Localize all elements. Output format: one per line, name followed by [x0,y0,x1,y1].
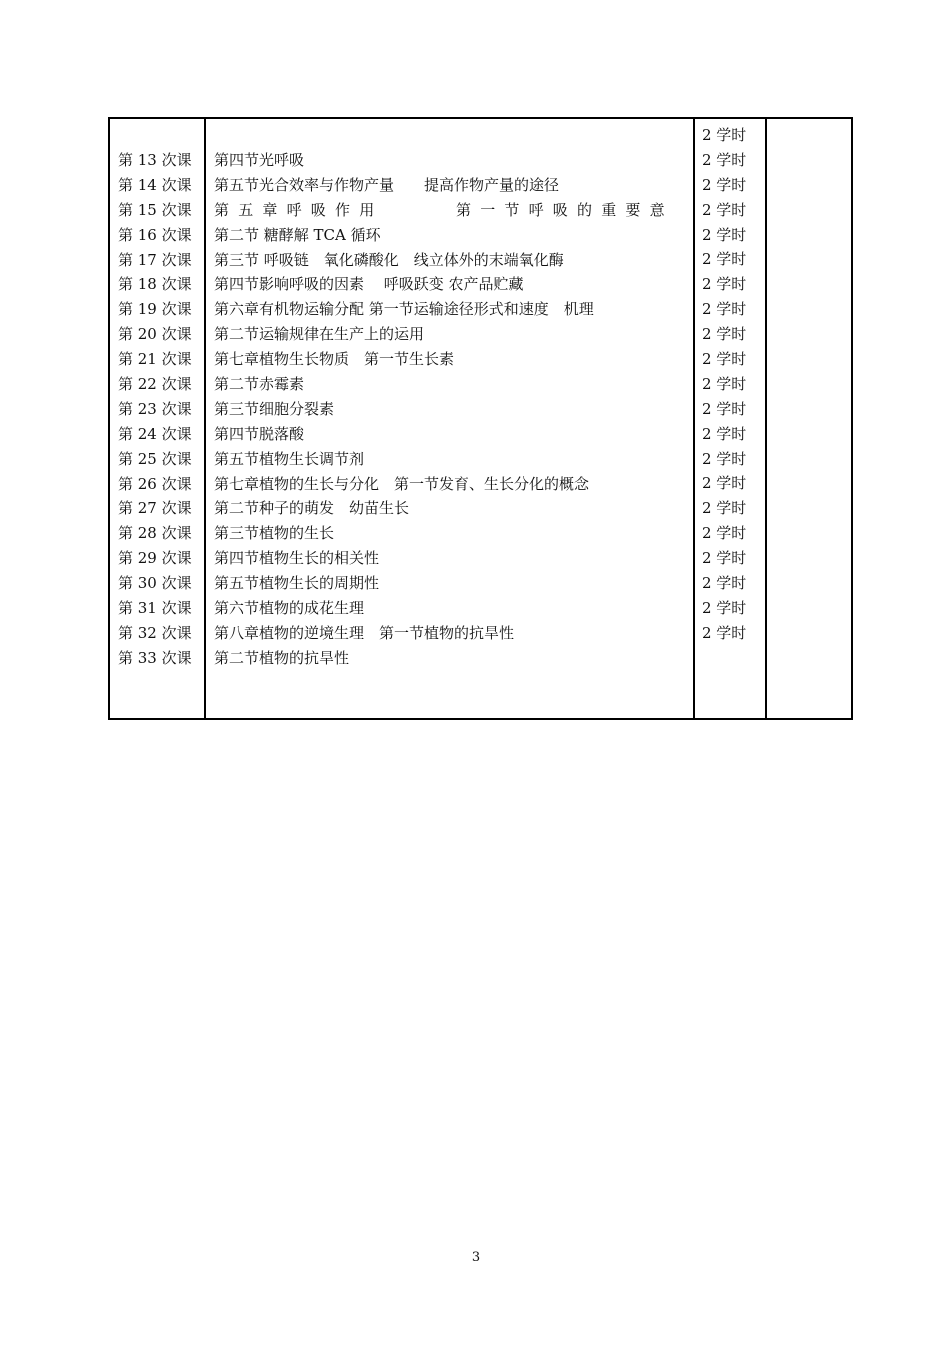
hours-cell: 2 学时 [702,300,747,319]
hours-cell: 2 学时 [702,126,747,144]
lesson-cell: 第 27 次课 [118,499,192,518]
content-cell: 第八章植物的逆境生理 第一节植物的抗旱性 [214,623,515,642]
content-cell: 第七章植物生长物质 第一节生长素 [214,350,455,369]
content-column [214,148,674,671]
hours-cell: 2 学时 [702,175,747,194]
lesson-cell: 第 23 次课 [118,399,192,418]
content-cell: 第二节赤霉素 [214,375,305,394]
lesson-cell: 第 29 次课 [118,549,192,568]
lesson-cell: 第 18 次课 [118,275,192,294]
hours-cell: 2 学时 [702,449,747,468]
hours-cell: 2 学时 [702,623,747,642]
content-cell: 第五节光合效率与作物产量 提高作物产量的途径 [214,175,560,194]
hours-cell: 2 学时 [702,325,747,344]
lesson-cell: 第 16 次课 [118,225,192,244]
hours-cell: 2 学时 [702,424,747,443]
hours-cell: 2 学时 [702,598,747,617]
lesson-cell: 第 19 次课 [118,300,192,319]
hours-cell: 2 学时 [702,524,747,543]
lesson-cell: 第 21 次课 [118,350,192,369]
hours-cell: 2 学时 [702,549,747,568]
lesson-cell: 第 28 次课 [118,524,192,543]
content-cell: 第五章呼吸作用 第一节呼吸的重要意 [214,200,674,219]
content-cell: 第四节光呼吸 [214,151,305,169]
content-cell: 第三节细胞分裂素 [214,399,335,418]
content-cell: 第二节植物的抗旱性 [214,648,350,667]
hours-cell: 2 学时 [702,200,747,219]
lesson-cell: 第 31 次课 [118,599,192,618]
hours-column [702,123,746,646]
lesson-cell: 第 13 次课 [118,151,192,169]
content-cell: 第三节植物的生长 [214,524,335,543]
lesson-cell: 第 22 次课 [118,375,192,394]
lesson-cell: 第 26 次课 [118,474,192,493]
lesson-cell: 第 32 次课 [118,623,192,642]
content-cell: 第六章有机物运输分配 第一节运输途径形式和速度 机理 [214,300,594,319]
hours-cell: 2 学时 [702,474,747,493]
content-cell: 第二节 糖酵解 TCA 循环 [214,225,381,244]
content-cell: 第二节运输规律在生产上的运用 [214,325,425,344]
column-divider-2 [693,119,695,718]
lesson-cell: 第 30 次课 [118,574,192,593]
lesson-cell: 第 25 次课 [118,449,192,468]
page-number: 3 [471,1250,481,1265]
content-cell: 第三节 呼吸链 氧化磷酸化 线立体外的末端氧化酶 [214,250,564,269]
hours-cell: 2 学时 [702,150,747,169]
hours-cell: 2 学时 [702,225,747,244]
hours-cell: 2 学时 [702,250,747,269]
content-cell: 第七章植物的生长与分化 第一节发育、生长分化的概念 [214,474,590,493]
hours-cell: 2 学时 [702,374,747,393]
hours-cell: 2 学时 [702,350,747,369]
content-cell: 第五节植物生长的周期性 [214,574,380,593]
hours-cell: 2 学时 [702,574,747,593]
lesson-cell: 第 20 次课 [118,325,192,344]
notes-column [766,119,853,718]
content-cell: 第二节种子的萌发 幼苗生长 [214,499,410,518]
lesson-cell: 第 24 次课 [118,424,192,443]
lesson-column [118,148,192,671]
hours-cell: 2 学时 [702,275,747,294]
content-cell: 第四节脱落酸 [214,424,305,443]
lesson-cell: 第 15 次课 [118,200,192,219]
schedule-table [108,117,853,720]
lesson-cell: 第 17 次课 [118,250,192,269]
lesson-cell: 第 33 次课 [118,648,192,667]
content-cell: 第四节影响呼吸的因素 呼吸跃变 农产品贮藏 [214,275,524,294]
hours-cell: 2 学时 [702,499,747,518]
content-cell: 第四节植物生长的相关性 [214,549,380,568]
column-divider-1 [204,119,206,718]
hours-cell: 2 学时 [702,399,747,418]
content-cell: 第五节植物生长调节剂 [214,449,365,468]
content-cell: 第六节植物的成花生理 [214,599,365,618]
lesson-cell: 第 14 次课 [118,175,192,194]
